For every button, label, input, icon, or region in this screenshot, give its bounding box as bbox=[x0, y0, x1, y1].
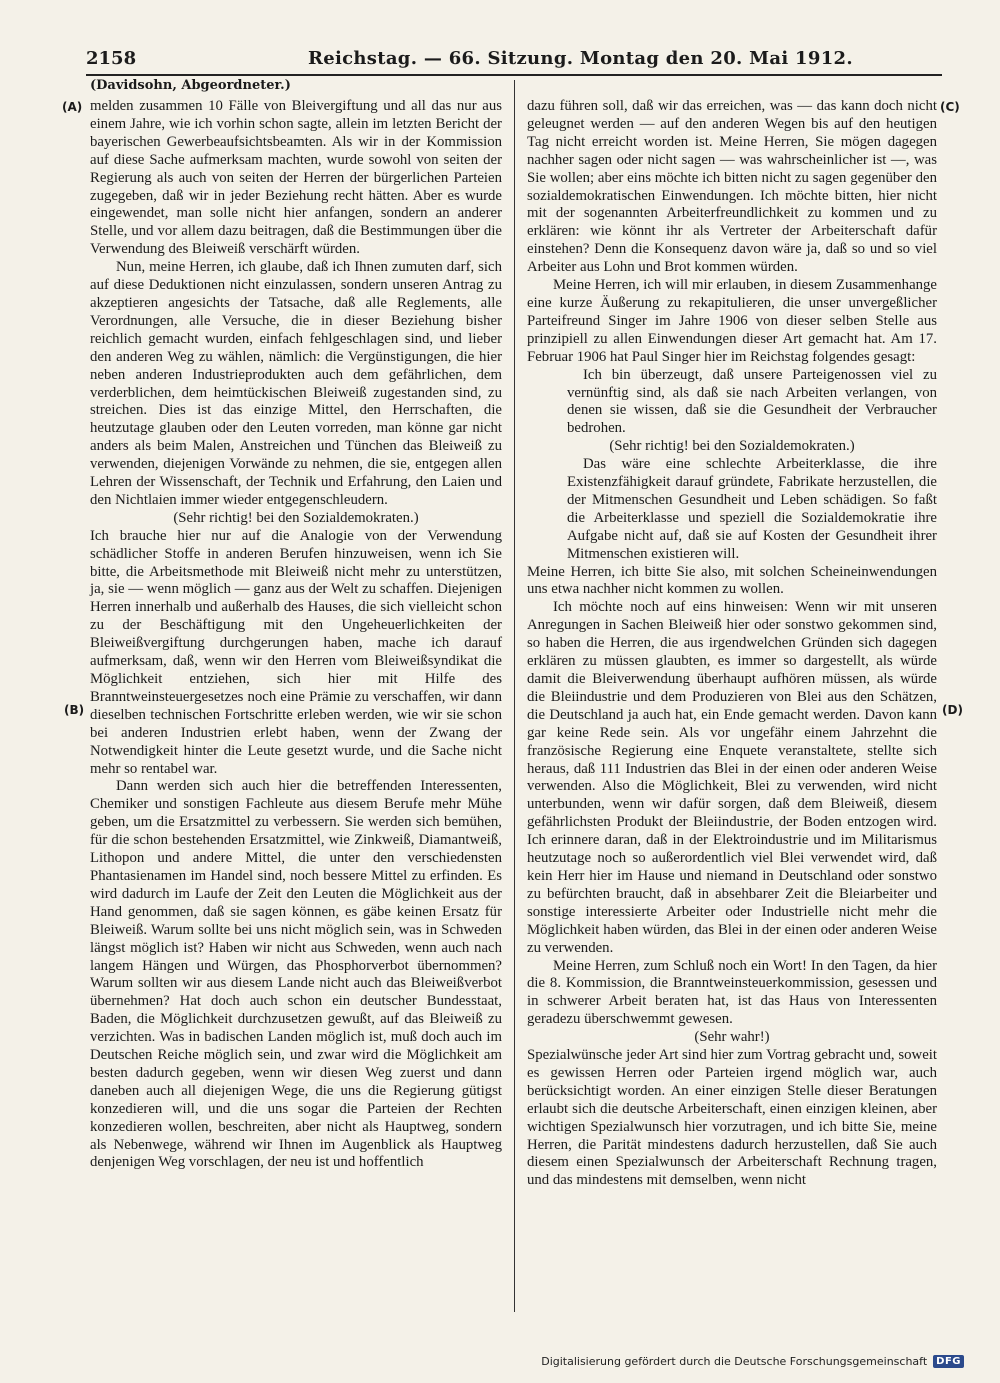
column-divider bbox=[514, 80, 515, 1312]
margin-marker-b: (B) bbox=[64, 703, 85, 717]
interjection: (Sehr richtig! bei den Sozialdemokraten.) bbox=[609, 438, 855, 455]
paragraph: Spezialwünsche jeder Art sind hier zum Vortrag gebracht und, soweit es gewissen Herren oder Parteien irgend möglich war, auch berücksichtigt worden. An einer einzigen Stelle dieser Beratungen erlaubt sich die deutsche Arbeiterschaft, einen einzigen kleinen, aber wichtigen Spezialwunsch hier vorzutragen, und ich bitte Sie, meine Herren, die Parität mindestens dadurch herzustellen, daß Sie auch diesem einen Spezialwunsch der Arbeiterschaft Rechnung tragen, und das mindestens mit demselben, wenn nicht bbox=[527, 1047, 937, 1189]
paragraph: Meine Herren, ich bitte Sie also, mit solchen Scheineinwendungen uns etwa nachher nicht kommen zu wollen. bbox=[527, 563, 937, 598]
margin-marker-c: (C) bbox=[940, 100, 960, 114]
margin-marker-d: (D) bbox=[942, 703, 963, 717]
interjection: (Sehr richtig! bei den Sozialdemokraten.) bbox=[173, 509, 419, 526]
page-number: 2158 bbox=[86, 48, 137, 69]
paragraph: Ich brauche hier nur auf die Analogie von der Verwendung schädlicher Stoffe in anderen Berufen hinzuweisen, wenn ich Sie bitte, die Arbeitsmethode mit Bleiweiß nicht mehr zu unterstützen, ja, sie — wenn möglich — ganz aus der Welt zu schaffen. Diejenigen Herren innerhalb und außerhalb des Hauses, die sich vielleicht schon zu der Beschäftigung mit den Ungeheuerlichkeiten der Bleiweißvergiftung durchgerungen haben, mache ich darauf aufmerksam, daß, wenn wir den Herren vom Bleiweißsyndikat die Möglichkeit entziehen, sich hier mit Hilfe des Branntweinsteuergesetzes noch eine Prämie zu verschaffen, wir dann dieselben technischen Fortschritte erleben werden, wie wir sie schon bei anderen Industrien erlebt haben, wenn der Zwang der Notwendigkeit hinter die Leute gesetzt wurde, und die Sache nicht mehr so rentabel war. bbox=[90, 527, 502, 777]
paragraph: Nun, meine Herren, ich glaube, daß ich Ihnen zumuten darf, sich auf diese Deduktionen nicht einzulassen, sondern unseren Antrag zu akzeptieren angesichts der Tatsache, daß alle Reglements, alle Verordnungen, alle Versuche, die in dieser Beziehung bisher reichlich gemacht wurden, einfach fehlgeschlagen sind, und lieber den anderen Weg zu wählen, nämlich: die Vergünstigungen, die hier neben anderen Industrieprodukten auch dem gefährlichen, dem verderblichen, dem heimtückischen Bleiweiß zugestanden sind, zu streichen. Dies ist das einzige Mittel, den Herrschaften, die heutzutage glauben oder den Leuten vorreden, man könne gar nicht anders als beim Malen, Anstreichen und Tünchen das Bleiweiß zu verwenden, diejenigen Vorwände zu nehmen, die sie, entgegen allen Lehren der Wissenschaft, der Technik und Erfahrung, den Laien und den Nichtlaien immer wieder entgegenschleudern. bbox=[90, 259, 502, 508]
interjection: (Sehr wahr!) bbox=[694, 1029, 770, 1046]
page-header bbox=[86, 48, 942, 72]
running-title: Reichstag. — 66. Sitzung. Montag den 20. Mai 1912. bbox=[308, 48, 853, 69]
paragraph: Dann werden sich auch hier die betreffenden Interessenten, Chemiker und sonstigen Fachleute aus diesem Berufe mehr Mühe geben, um die Ersatzmittel zu verbessern. Sie werden sich bemühen, für die schon bestehenden Ersatzmittel, wie Zinkweiß, Diamantweiß, Lithopon und andere Mittel, die unter den verschiedensten Phantasienamen im Handel sind, noch bessere Mittel zu erfinden. Es wird dadurch im Laufe der Zeit den Leuten die Möglichkeit aus der Hand genommen, daß sie sagen können, es gäbe keinen Ersatz für Bleiweiß. Warum sollte bei uns nicht möglich sein, was in Schweden längst möglich ist? Haben wir nicht aus Schweden, wenn auch nach langem Hängen und Würgen, das Phosphorverbot übernommen? Warum sollten wir aus diesem Lande nicht auch das Bleiweißverbot übernehmen? Hat doch auch schon ein deutscher Bundesstaat, Baden, die Möglichkeit durchzusetzen gewußt, auf das Bleiweiß zu verzichten. Was in badischen Landen möglich ist, muß doch auch im Deutschen Reiche möglich sein, und zwar wird die Möglichkeit am besten dadurch gegeben, wenn wir diesen Weg zuerst und dann daneben auch all diejenigen Wege, die uns die Regierung gütigst konzedieren will, und die uns sogar die Parteien der Rechten konzedieren wollen, beschreiten, aber nicht als Hauptweg, sondern als Nebenwege, während wir Ihnen im Augenblick als Hauptweg denjenigen Weg vorschlagen, der neu ist und hoffentlich bbox=[90, 778, 502, 1171]
margin-marker-a: (A) bbox=[62, 100, 83, 114]
paragraph: Meine Herren, ich will mir erlauben, in diesem Zusammenhange eine kurze Äußerung zu rekapitulieren, die unser unvergeßlicher Parteifreund Singer im Jahre 1906 von dieser selben Stelle aus prinzipiell zu allen Einwendungen dieser Art gemacht hat. Am 17. Februar 1906 hat Paul Singer hier im Reichstag folgendes gesagt: bbox=[527, 277, 937, 365]
paragraph: Meine Herren, zum Schluß noch ein Wort! In den Tagen, da hier die 8. Kommission, die Branntweinsteuerkommission, gesessen und in schwerer Arbeit beraten hat, ist das Haus von Interessenten geradezu überschwemmt gewesen. bbox=[527, 957, 937, 1028]
header-rule bbox=[86, 74, 942, 76]
paragraph: Ich möchte noch auf eins hinweisen: Wenn wir mit unseren Anregungen in Sachen Bleiweiß hier oder sonstwo gekommen sind, so haben die Herren, die aus irgendwelchen Gründen sich dagegen erklären zu müssen glaubten, es immer so dargestellt, als würde damit die Bleiverwendung überhaupt aufhören müssen, als würde die Bleiindustrie und dem Produzieren von Blei aus den Schätzen, die Deutschland ja auch hat, ein Ende gemacht werden. Davon kann gar keine Rede sein. Als vor ungefähr einem Jahrzehnt die französische Regierung eine Enquete veranstaltete, stellte sich heraus, daß 111 Industrien das Blei in der einen oder anderen Weise verwenden. Also die Möglichkeit, Blei zu verwenden, wird nicht unterbunden, wenn wir dafür sorgen, daß dem Bleiweiß, diesem gefährlichsten Produkt der Bleiindustrie, der Boden entzogen wird. Ich erinnere daran, daß in der Elektroindustrie und im Militarismus heutzutage noch so außerordentlich viel Blei verwendet wird, daß kein Herr hier im Hause und niemand in Deutschland oder sonstwo zu befürchten braucht, daß in absehbarer Zeit die Bleiarbeiter und sonstige interessierte Arbeiter oder Industrielle nicht mehr die Möglichkeit haben würden, das Blei in der einen oder anderen Weise zu verwenden. bbox=[527, 599, 937, 956]
quotation: Ich bin überzeugt, daß unsere Parteigenossen viel zu vernünftig sind, als daß sie nach Arbeiten verlangen, von denen sie wissen, daß sie die Gesundheit der Verbraucher bedrohen. bbox=[567, 366, 937, 437]
right-column bbox=[527, 98, 937, 1190]
footer-credit: Digitalisierung gefördert durch die Deutsche Forschungsgemeinschaft bbox=[541, 1354, 928, 1368]
paragraph: dazu führen soll, daß wir das erreichen, was — das kann doch nicht geleugnet werden — auf den anderen Wegen bis auf den heutigen Tag nicht erreicht worden ist. Meine Herren, Sie mögen dagegen nachher sagen oder nicht sagen — was wahrscheinlicher ist —, was Sie wollen; aber eins möchte ich bitten nicht zu sagen gegenüber den sozialdemokratischen Einwendungen. Ich möchte bitten, hier nicht mit der sogenannten Arbeiterfreundlichkeit zu kommen und zu erklären: wie könnt ihr als Vertreter der Arbeiterschaft dafür einstehen? Denn die Konsequenz davon wäre ja, daß so und so viel Arbeiter aus Lohn und Brot kommen würden. bbox=[527, 98, 937, 276]
left-column bbox=[90, 98, 502, 1172]
footer bbox=[541, 1352, 964, 1370]
quotation: Das wäre eine schlechte Arbeiterklasse, die ihre Existenzfähigkeit darauf gründete, Fabrikate herzustellen, die der Mitmenschen Gesundheit und Leben schädigen. So faßt die Arbeiterklasse und speziell die Sozialdemokratie ihre Aufgabe nicht auf, daß sie auf Kosten der Gesundheit ihrer Mitmenschen existieren will. bbox=[567, 456, 937, 562]
dfg-logo: DFG bbox=[933, 1355, 964, 1368]
paragraph: melden zusammen 10 Fälle von Bleivergiftung und all das nur aus einem Jahre, wie ich vorhin schon sagte, allein im letzten Bericht der bayerischen Gewerbeaufsichtsbeamten. Als wir in der Kommission auf diese Sache aufmerksam machten, wurde sowohl von seiten der Regierung als auch von seiten der Herren der bürgerlichen Parteien zugegeben, daß wir in jeder Beziehung recht hätten. Aber es wurde eingewendet, man solle nicht hier anfangen, sondern an anderer Stelle, und vor allem dazu beitragen, daß die Bestimmungen über die Verwendung des Bleiweiß verschärft würden. bbox=[90, 98, 502, 258]
speaker-label: (Davidsohn, Abgeordneter.) bbox=[90, 78, 291, 93]
